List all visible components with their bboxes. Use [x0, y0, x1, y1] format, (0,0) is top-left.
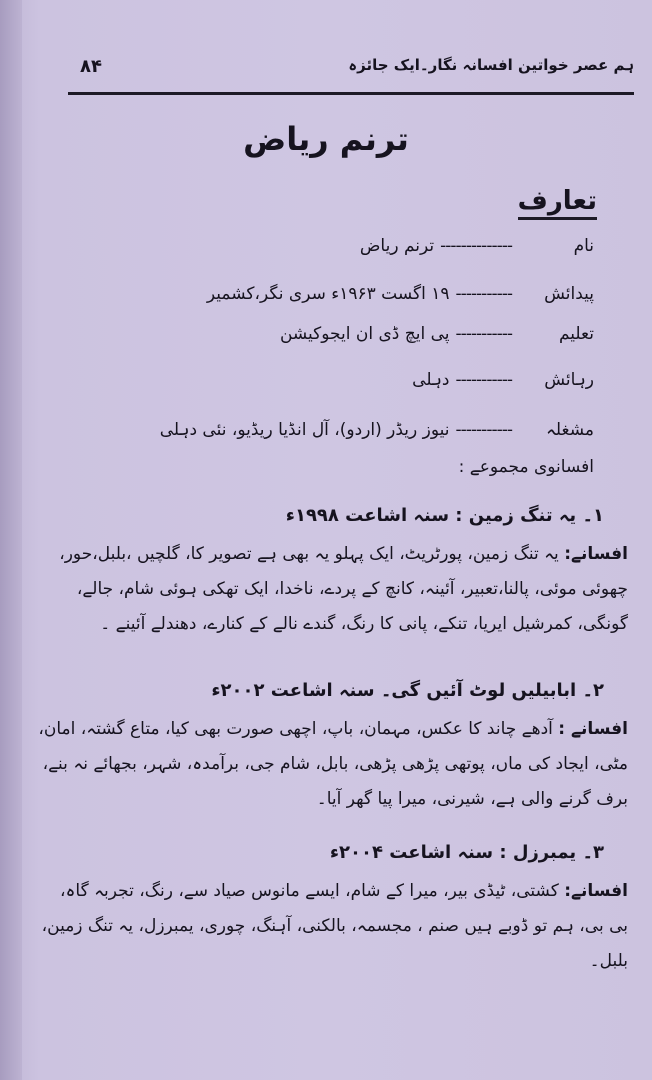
- profile-label: تعلیم: [558, 324, 594, 344]
- stories-label: افسانے :: [558, 719, 628, 739]
- collection-stories: [38, 712, 628, 817]
- profile-dashes: -----------: [455, 420, 512, 440]
- page-header: [68, 56, 634, 95]
- stories-list: آدھے چاند کا عکس، مہمان، باپ، اچھی صورت بھی کیا، متاع گشتہ، امان، مٹی، ایجاد کی ماں، پوتھی پڑھی پڑھی، بابل، شام جی، برآمدہ، شہر، بجھائے نہ بنے، برف گرنے والی ہے، شیرنی، میرا پیا گھر آیا۔: [38, 719, 628, 809]
- page-number: ۸۴: [80, 56, 102, 77]
- section-heading: تعارف: [518, 186, 597, 220]
- collection-stories: [38, 537, 628, 642]
- profile-value: ترنم ریاض: [359, 236, 435, 256]
- profile-row-education: [54, 324, 594, 356]
- profile-dashes: -----------: [455, 284, 512, 304]
- collection-title: ۳۔ یمبرزل : سنہ اشاعت ۲۰۰۴ء: [329, 842, 604, 863]
- profile-value: ۱۹ اگست ۱۹۶۳ء سری نگر،کشمیر: [206, 284, 450, 304]
- collection-title: ۲۔ ابابیلیں لوٹ آئیں گی۔ سنہ اشاعت ۲۰۰۲ء: [211, 680, 604, 701]
- profile-value: پی ایچ ڈی ان ایجوکیشن: [279, 324, 450, 344]
- profile-row-name: [54, 236, 594, 268]
- collections-heading: افسانوی مجموعے :: [458, 457, 594, 477]
- profile-value: نیوز ریڈر (اردو)، آل انڈیا ریڈیو، نئی دہلی: [159, 420, 450, 440]
- chapter-title: ترنم ریاض: [243, 120, 409, 158]
- profile-label: رہائش: [544, 370, 594, 390]
- stories-label: افسانے:: [564, 544, 628, 564]
- profile-row-residence: [54, 369, 594, 401]
- profile-label: پیدائش: [544, 284, 594, 304]
- stories-label: افسانے:: [564, 881, 628, 901]
- profile-dashes: --------------: [440, 236, 512, 256]
- profile-value: دہلی: [412, 370, 450, 390]
- profile-dashes: -----------: [455, 370, 512, 390]
- collection-stories: [38, 874, 628, 979]
- running-title: ہم عصر خواتین افسانہ نگار۔ایک جائزہ: [348, 56, 634, 74]
- profile-dashes: -----------: [455, 324, 512, 344]
- book-spine-shadow: [0, 0, 22, 1080]
- profile-row-birth: [54, 284, 594, 316]
- profile-label: مشغلہ: [545, 420, 594, 440]
- stories-list: کشتی، ٹیڈی بیر، میرا کے شام، ایسے مانوس صیاد سے، رنگ، تجربہ گاہ، بی بی، ہم تو ڈوبے ہیں صنم ، مجسمہ، بالکنی، آہنگ، چوری، یمبرزل، یہ تنگ زمین، بلبل۔: [41, 881, 628, 971]
- profile-row-occupation: [54, 419, 594, 451]
- collection-title: ۱۔ یہ تنگ زمین : سنہ اشاعت ۱۹۹۸ء: [285, 505, 604, 526]
- profile-label: نام: [573, 236, 594, 256]
- stories-list: یہ تنگ زمین، پورٹریٹ، ایک پہلو یہ بھی ہے تصویر کا، گلچیں ،بلبل،حور، چھوئی موئی، پالنا،تعبیر، آئینہ، کانچ کے پردے، ناخدا، ایک تھکی ہوئی شام، جالے، گونگی، کمرشیل ایریا، تنکے، پانی کا رنگ، گندے نالے کے کنارے، دھندلے آئینے ۔: [59, 544, 628, 634]
